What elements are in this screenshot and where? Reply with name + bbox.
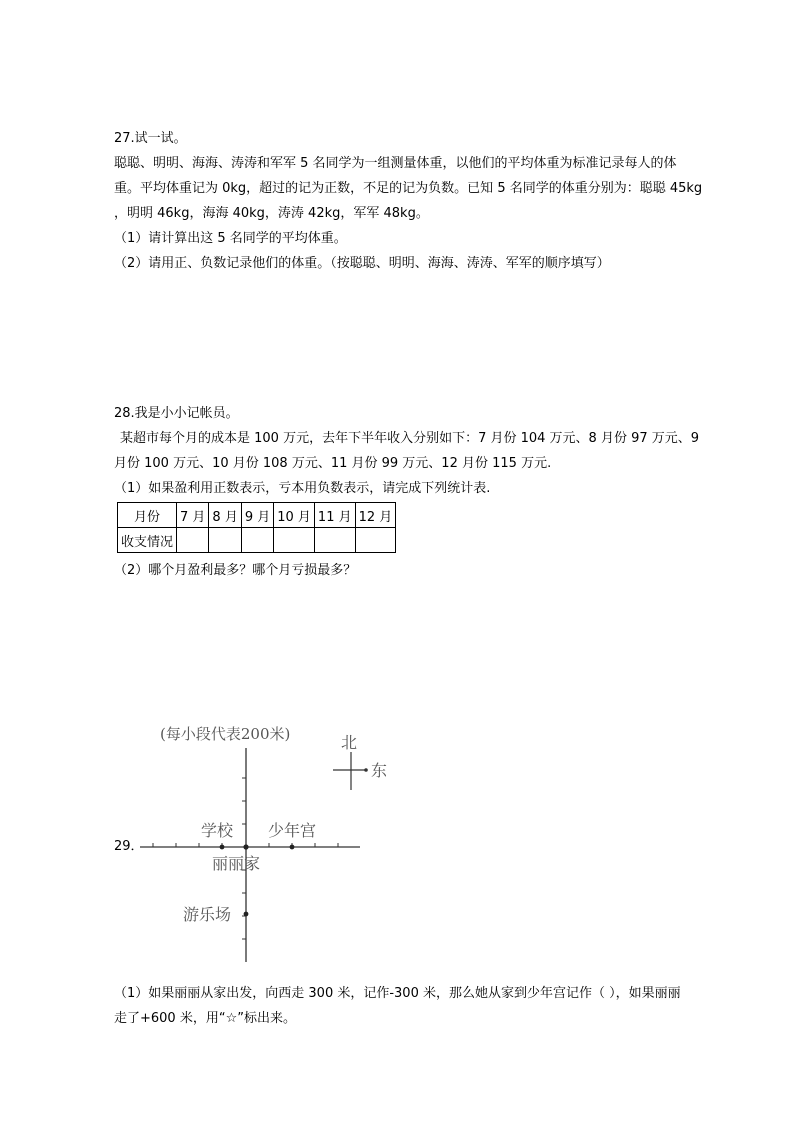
table-month-9: 9 月 <box>241 503 273 528</box>
scale-note: (每小段代表200米) <box>160 725 291 743</box>
q27-paragraph-line2: 重。平均体重记为 0kg，超过的记为正数，不足的记为负数。已知 5 名同学的体重分别为：聪聪 45kg <box>114 181 703 196</box>
q28-subquestion-2: （2）哪个月盈利最多？哪个月亏损最多？ <box>114 563 357 578</box>
table-month-11: 11 月 <box>314 503 355 528</box>
q29-subquestion-1-line2: 走了+600 米，用“☆”标出来。 <box>114 1011 296 1026</box>
q28-subquestion-1: （1）如果盈利用正数表示，亏本用负数表示，请完成下列统计表. <box>114 481 491 496</box>
q28-title: 28.我是小小记帐员。 <box>114 406 239 421</box>
table-month-10: 10 月 <box>274 503 315 528</box>
q29-subquestion-1-line1: （1）如果丽丽从家出发，向西走 300 米，记作-300 米，那么她从家到少年宫记作（ ），如果丽丽 <box>114 986 681 1001</box>
table-month-12: 12 月 <box>355 503 396 528</box>
table-header-month: 月份 <box>118 503 177 528</box>
q27-paragraph-line3: ，明明 46kg，海海 40kg，涛涛 42kg，军军 48kg。 <box>114 206 429 221</box>
q27-title: 27.试一试。 <box>114 131 187 146</box>
q27-subquestion-1: （1）请计算出这 5 名同学的平均体重。 <box>114 231 347 246</box>
compass-north-label: 北 <box>341 733 358 752</box>
home-point <box>243 844 248 849</box>
park-label: 游乐场 <box>183 905 232 924</box>
youth-palace-point <box>290 845 295 850</box>
table-month-7: 7 月 <box>177 503 209 528</box>
youth-palace-label: 少年宫 <box>268 821 317 840</box>
school-point <box>220 845 225 850</box>
q28-paragraph-line1: 某超市每个月的成本是 100 万元，去年下半年收入分别如下：7 月份 104 万元、8 月份 97 万元、9 <box>120 431 700 446</box>
q27-subquestion-2: （2）请用正、负数记录他们的体重。（按聪聪、明明、海海、涛涛、军军的顺序填写） <box>114 256 610 271</box>
table-month-8: 8 月 <box>209 503 241 528</box>
home-label: 丽丽家 <box>212 854 261 873</box>
q28-paragraph-line2: 月份 100 万元、10 月份 108 万元、11 月份 99 万元、12 月份 115 万元. <box>114 456 552 471</box>
compass-east-dot <box>364 768 368 772</box>
q27-paragraph-line1: 聪聪、明明、海海、涛涛和军军 5 名同学为一组测量体重，以他们的平均体重为标准记录每人的体 <box>114 156 677 171</box>
park-point <box>244 912 249 917</box>
school-label: 学校 <box>201 821 234 840</box>
q29-number: 29． <box>114 839 144 854</box>
compass-east-label: 东 <box>371 761 388 780</box>
table-header-balance: 收支情况 <box>118 528 177 553</box>
